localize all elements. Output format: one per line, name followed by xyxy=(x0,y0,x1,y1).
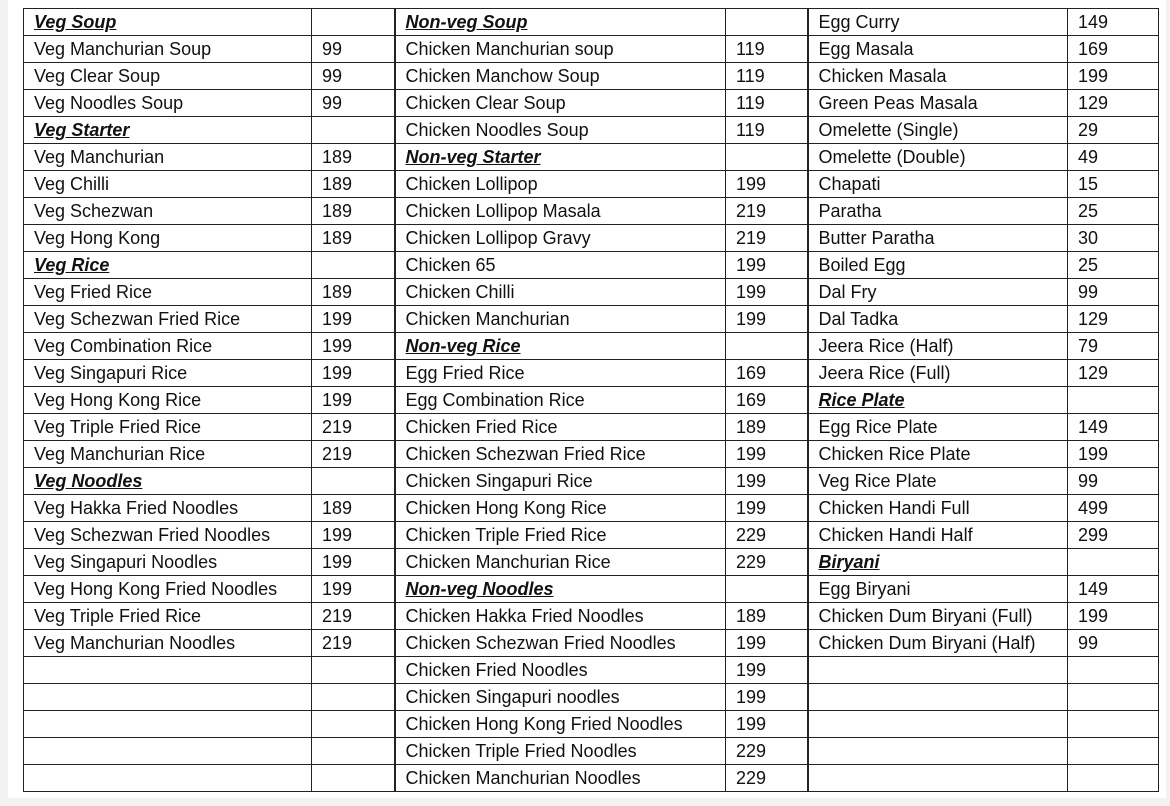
veg-item-name-cell: Veg Combination Rice xyxy=(24,333,312,360)
table-row xyxy=(24,306,1159,333)
veg-item-name-cell: Veg Hong Kong Rice xyxy=(24,387,312,414)
nonveg-item-name-cell: Chicken Manchurian soup xyxy=(395,36,726,63)
misc-item-price-cell: 129 xyxy=(1068,90,1159,117)
table-row xyxy=(24,144,1159,171)
misc-item-name-cell: Dal Tadka xyxy=(808,306,1068,333)
nonveg-item-name-cell: Chicken Manchurian xyxy=(395,306,726,333)
veg-item-name-cell: Veg Noodles Soup xyxy=(24,90,312,117)
misc-item-name-cell: Chapati xyxy=(808,171,1068,198)
veg-item-name-cell: Veg Singapuri Noodles xyxy=(24,549,312,576)
veg-item-price-cell: 189 xyxy=(312,171,395,198)
nonveg-item-name-cell: Chicken Hakka Fried Noodles xyxy=(395,603,726,630)
veg-item-name-cell: Veg Manchurian Rice xyxy=(24,441,312,468)
table-row xyxy=(24,279,1159,306)
table-row xyxy=(24,414,1159,441)
veg-item-price-cell xyxy=(312,684,395,711)
veg-item-name-cell: Veg Manchurian Noodles xyxy=(24,630,312,657)
misc-item-price-cell: 499 xyxy=(1068,495,1159,522)
nonveg-item-price-cell: 229 xyxy=(726,765,808,792)
veg-item-name-cell: Veg Schezwan Fried Rice xyxy=(24,306,312,333)
table-row xyxy=(24,738,1159,765)
table-row xyxy=(24,468,1159,495)
table-row xyxy=(24,522,1159,549)
nonveg-item-price-cell: 119 xyxy=(726,117,808,144)
table-row xyxy=(24,63,1159,90)
table-row xyxy=(24,225,1159,252)
veg-item-name-cell xyxy=(24,684,312,711)
nonveg-item-price-cell: 119 xyxy=(726,90,808,117)
veg-item-name-cell xyxy=(24,657,312,684)
nonveg-item-price-cell xyxy=(726,144,808,171)
misc-item-name-cell: Egg Biryani xyxy=(808,576,1068,603)
veg-item-price-cell: 99 xyxy=(312,63,395,90)
misc-item-price-cell: 99 xyxy=(1068,630,1159,657)
nonveg-item-name-cell: Chicken Fried Noodles xyxy=(395,657,726,684)
misc-item-name-cell: Butter Paratha xyxy=(808,225,1068,252)
veg-item-price-cell xyxy=(312,765,395,792)
veg-item-price-cell: 199 xyxy=(312,387,395,414)
veg-item-price-cell xyxy=(312,711,395,738)
menu-table-body xyxy=(24,9,1159,792)
nonveg-item-name-cell: Chicken Singapuri noodles xyxy=(395,684,726,711)
nonveg-item-name-cell: Chicken Triple Fried Rice xyxy=(395,522,726,549)
veg-item-price-cell xyxy=(312,252,395,279)
nonveg-item-price-cell: 189 xyxy=(726,603,808,630)
misc-item-price-cell xyxy=(1068,711,1159,738)
nonveg-item-price-cell: 119 xyxy=(726,63,808,90)
table-row xyxy=(24,684,1159,711)
nonveg-item-price-cell: 199 xyxy=(726,495,808,522)
table-row xyxy=(24,387,1159,414)
misc-item-name-cell: Green Peas Masala xyxy=(808,90,1068,117)
nonveg-item-name-cell: Chicken Hong Kong Fried Noodles xyxy=(395,711,726,738)
veg-item-price-cell: 189 xyxy=(312,198,395,225)
nonveg-item-price-cell: 199 xyxy=(726,306,808,333)
table-row xyxy=(24,117,1159,144)
nonveg-item-price-cell: 119 xyxy=(726,36,808,63)
veg-item-price-cell xyxy=(312,117,395,144)
nonveg-item-name-cell: Chicken Fried Rice xyxy=(395,414,726,441)
misc-item-price-cell: 299 xyxy=(1068,522,1159,549)
veg-item-name-cell: Veg Schezwan Fried Noodles xyxy=(24,522,312,549)
misc-item-price-cell xyxy=(1068,684,1159,711)
table-row xyxy=(24,252,1159,279)
nonveg-item-price-cell: 199 xyxy=(726,441,808,468)
nonveg-item-price-cell: 199 xyxy=(726,657,808,684)
nonveg-item-name-cell: Chicken Hong Kong Rice xyxy=(395,495,726,522)
misc-item-name-cell: Egg Rice Plate xyxy=(808,414,1068,441)
veg-item-price-cell: 199 xyxy=(312,306,395,333)
misc-item-price-cell: 149 xyxy=(1068,576,1159,603)
misc-item-price-cell: 199 xyxy=(1068,441,1159,468)
veg-item-name-cell: Veg Soup xyxy=(24,9,312,36)
nonveg-item-name-cell: Non-veg Starter xyxy=(395,144,726,171)
misc-item-name-cell: Dal Fry xyxy=(808,279,1068,306)
misc-item-name-cell: Biryani xyxy=(808,549,1068,576)
table-row xyxy=(24,711,1159,738)
veg-item-name-cell: Veg Hong Kong Fried Noodles xyxy=(24,576,312,603)
misc-item-price-cell: 199 xyxy=(1068,603,1159,630)
veg-item-price-cell: 219 xyxy=(312,603,395,630)
veg-item-price-cell: 99 xyxy=(312,90,395,117)
misc-item-name-cell: Jeera Rice (Full) xyxy=(808,360,1068,387)
veg-item-price-cell: 199 xyxy=(312,360,395,387)
misc-item-price-cell: 29 xyxy=(1068,117,1159,144)
nonveg-item-name-cell: Egg Combination Rice xyxy=(395,387,726,414)
veg-item-name-cell: Veg Noodles xyxy=(24,468,312,495)
nonveg-item-name-cell: Chicken Lollipop xyxy=(395,171,726,198)
table-row xyxy=(24,765,1159,792)
veg-item-price-cell: 99 xyxy=(312,36,395,63)
misc-item-name-cell: Omelette (Single) xyxy=(808,117,1068,144)
nonveg-item-name-cell: Chicken Manchurian Rice xyxy=(395,549,726,576)
misc-item-price-cell: 149 xyxy=(1068,9,1159,36)
veg-item-name-cell: Veg Clear Soup xyxy=(24,63,312,90)
nonveg-item-price-cell xyxy=(726,576,808,603)
veg-item-price-cell: 189 xyxy=(312,225,395,252)
nonveg-item-price-cell: 199 xyxy=(726,468,808,495)
misc-item-price-cell: 149 xyxy=(1068,414,1159,441)
nonveg-item-name-cell: Chicken Chilli xyxy=(395,279,726,306)
nonveg-item-price-cell: 199 xyxy=(726,630,808,657)
nonveg-item-name-cell: Non-veg Soup xyxy=(395,9,726,36)
table-row xyxy=(24,360,1159,387)
veg-item-name-cell: Veg Rice xyxy=(24,252,312,279)
misc-item-name-cell: Boiled Egg xyxy=(808,252,1068,279)
table-row xyxy=(24,198,1159,225)
veg-item-price-cell: 189 xyxy=(312,495,395,522)
misc-item-name-cell: Jeera Rice (Half) xyxy=(808,333,1068,360)
nonveg-item-name-cell: Non-veg Noodles xyxy=(395,576,726,603)
misc-item-name-cell: Chicken Handi Full xyxy=(808,495,1068,522)
menu-table xyxy=(23,8,1159,792)
veg-item-name-cell: Veg Singapuri Rice xyxy=(24,360,312,387)
nonveg-item-price-cell: 219 xyxy=(726,225,808,252)
veg-item-price-cell xyxy=(312,738,395,765)
nonveg-item-price-cell: 169 xyxy=(726,387,808,414)
veg-item-name-cell: Veg Fried Rice xyxy=(24,279,312,306)
veg-item-name-cell: Veg Triple Fried Rice xyxy=(24,603,312,630)
table-row xyxy=(24,549,1159,576)
nonveg-item-price-cell: 199 xyxy=(726,711,808,738)
veg-item-price-cell: 189 xyxy=(312,144,395,171)
misc-item-price-cell: 79 xyxy=(1068,333,1159,360)
misc-item-price-cell: 169 xyxy=(1068,36,1159,63)
nonveg-item-name-cell: Egg Fried Rice xyxy=(395,360,726,387)
misc-item-price-cell: 49 xyxy=(1068,144,1159,171)
misc-item-price-cell xyxy=(1068,738,1159,765)
misc-item-price-cell xyxy=(1068,387,1159,414)
table-row xyxy=(24,441,1159,468)
misc-item-price-cell xyxy=(1068,657,1159,684)
nonveg-item-name-cell: Non-veg Rice xyxy=(395,333,726,360)
table-row xyxy=(24,630,1159,657)
misc-item-name-cell: Paratha xyxy=(808,198,1068,225)
nonveg-item-price-cell xyxy=(726,333,808,360)
veg-item-name-cell xyxy=(24,711,312,738)
misc-item-price-cell: 99 xyxy=(1068,279,1159,306)
table-row xyxy=(24,657,1159,684)
nonveg-item-name-cell: Chicken Manchow Soup xyxy=(395,63,726,90)
nonveg-item-name-cell: Chicken Schezwan Fried Noodles xyxy=(395,630,726,657)
nonveg-item-name-cell: Chicken Triple Fried Noodles xyxy=(395,738,726,765)
misc-item-name-cell xyxy=(808,765,1068,792)
misc-item-name-cell: Chicken Rice Plate xyxy=(808,441,1068,468)
veg-item-price-cell xyxy=(312,657,395,684)
nonveg-item-name-cell: Chicken Schezwan Fried Rice xyxy=(395,441,726,468)
table-row xyxy=(24,36,1159,63)
misc-item-name-cell xyxy=(808,657,1068,684)
misc-item-name-cell: Chicken Handi Half xyxy=(808,522,1068,549)
nonveg-item-name-cell: Chicken Lollipop Masala xyxy=(395,198,726,225)
table-row xyxy=(24,333,1159,360)
veg-item-price-cell: 199 xyxy=(312,522,395,549)
nonveg-item-name-cell: Chicken 65 xyxy=(395,252,726,279)
misc-item-name-cell xyxy=(808,738,1068,765)
veg-item-name-cell: Veg Manchurian Soup xyxy=(24,36,312,63)
misc-item-price-cell: 25 xyxy=(1068,252,1159,279)
veg-item-name-cell xyxy=(24,738,312,765)
veg-item-name-cell: Veg Chilli xyxy=(24,171,312,198)
table-row xyxy=(24,171,1159,198)
misc-item-name-cell: Chicken Masala xyxy=(808,63,1068,90)
nonveg-item-name-cell: Chicken Manchurian Noodles xyxy=(395,765,726,792)
veg-item-price-cell: 219 xyxy=(312,630,395,657)
nonveg-item-price-cell: 229 xyxy=(726,738,808,765)
nonveg-item-price-cell: 199 xyxy=(726,684,808,711)
misc-item-name-cell: Chicken Dum Biryani (Half) xyxy=(808,630,1068,657)
misc-item-name-cell: Egg Curry xyxy=(808,9,1068,36)
veg-item-price-cell: 189 xyxy=(312,279,395,306)
veg-item-price-cell: 219 xyxy=(312,441,395,468)
veg-item-price-cell: 199 xyxy=(312,576,395,603)
misc-item-price-cell xyxy=(1068,765,1159,792)
misc-item-price-cell: 30 xyxy=(1068,225,1159,252)
misc-item-name-cell: Egg Masala xyxy=(808,36,1068,63)
table-row xyxy=(24,9,1159,36)
nonveg-item-price-cell: 189 xyxy=(726,414,808,441)
misc-item-name-cell: Chicken Dum Biryani (Full) xyxy=(808,603,1068,630)
table-row xyxy=(24,495,1159,522)
misc-item-name-cell: Veg Rice Plate xyxy=(808,468,1068,495)
table-row xyxy=(24,90,1159,117)
veg-item-price-cell xyxy=(312,468,395,495)
nonveg-item-price-cell: 229 xyxy=(726,549,808,576)
misc-item-price-cell: 25 xyxy=(1068,198,1159,225)
misc-item-name-cell xyxy=(808,711,1068,738)
veg-item-name-cell: Veg Starter xyxy=(24,117,312,144)
veg-item-price-cell: 219 xyxy=(312,414,395,441)
veg-item-name-cell: Veg Triple Fried Rice xyxy=(24,414,312,441)
nonveg-item-price-cell xyxy=(726,9,808,36)
veg-item-name-cell: Veg Hakka Fried Noodles xyxy=(24,495,312,522)
nonveg-item-price-cell: 199 xyxy=(726,279,808,306)
misc-item-price-cell: 99 xyxy=(1068,468,1159,495)
nonveg-item-name-cell: Chicken Noodles Soup xyxy=(395,117,726,144)
nonveg-item-price-cell: 199 xyxy=(726,252,808,279)
misc-item-price-cell: 129 xyxy=(1068,360,1159,387)
misc-item-price-cell: 15 xyxy=(1068,171,1159,198)
nonveg-item-name-cell: Chicken Clear Soup xyxy=(395,90,726,117)
misc-item-price-cell xyxy=(1068,549,1159,576)
nonveg-item-price-cell: 199 xyxy=(726,171,808,198)
document-page xyxy=(8,0,1166,798)
nonveg-item-price-cell: 219 xyxy=(726,198,808,225)
veg-item-name-cell: Veg Hong Kong xyxy=(24,225,312,252)
veg-item-price-cell xyxy=(312,9,395,36)
table-row xyxy=(24,603,1159,630)
nonveg-item-name-cell: Chicken Singapuri Rice xyxy=(395,468,726,495)
nonveg-item-name-cell: Chicken Lollipop Gravy xyxy=(395,225,726,252)
misc-item-price-cell: 129 xyxy=(1068,306,1159,333)
veg-item-name-cell xyxy=(24,765,312,792)
veg-item-name-cell: Veg Schezwan xyxy=(24,198,312,225)
table-row xyxy=(24,576,1159,603)
misc-item-name-cell: Omelette (Double) xyxy=(808,144,1068,171)
misc-item-name-cell xyxy=(808,684,1068,711)
misc-item-name-cell: Rice Plate xyxy=(808,387,1068,414)
misc-item-price-cell: 199 xyxy=(1068,63,1159,90)
veg-item-price-cell: 199 xyxy=(312,549,395,576)
nonveg-item-price-cell: 169 xyxy=(726,360,808,387)
nonveg-item-price-cell: 229 xyxy=(726,522,808,549)
veg-item-price-cell: 199 xyxy=(312,333,395,360)
veg-item-name-cell: Veg Manchurian xyxy=(24,144,312,171)
